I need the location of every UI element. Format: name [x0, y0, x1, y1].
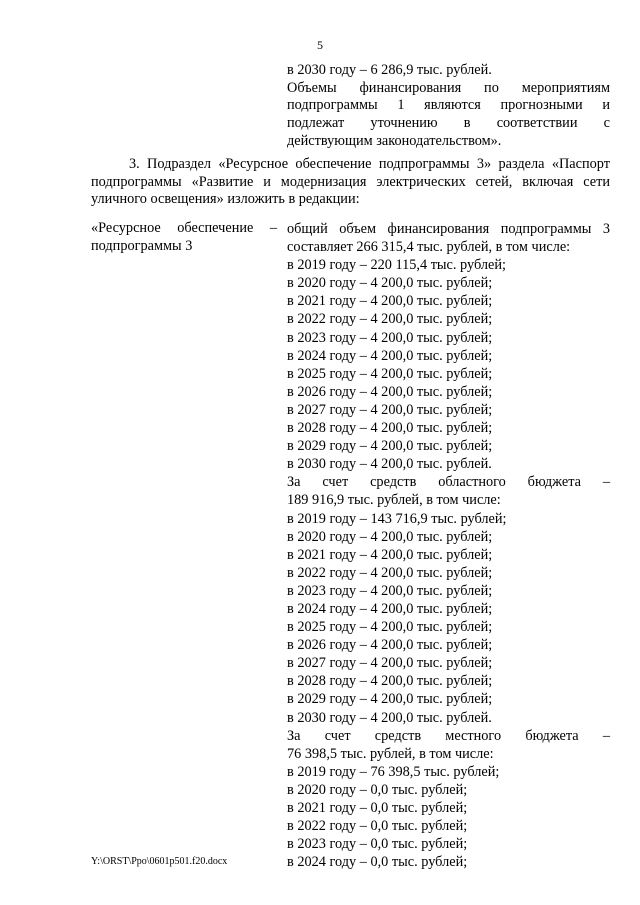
text-line: составляет 266 315,4 тыс. рублей, в том числе: [287, 239, 571, 256]
label-line: «Ресурсное обеспечение – [91, 220, 277, 236]
text-line: в 2019 году – 76 398,5 тыс. рублей; [287, 763, 500, 780]
text-line: в 2027 году – 4 200,0 тыс. рублей; [287, 401, 493, 418]
table-right-content [287, 220, 610, 871]
text-line: в 2024 году – 4 200,0 тыс. рублей; [287, 600, 493, 617]
text-line: в 2027 году – 4 200,0 тыс. рублей; [287, 655, 493, 672]
table-left-label [91, 220, 277, 255]
text-line: в 2026 году – 4 200,0 тыс. рублей; [287, 637, 493, 654]
text-line: в 2028 году – 4 200,0 тыс. рублей; [287, 673, 493, 690]
text-line: в 2026 году – 4 200,0 тыс. рублей; [287, 383, 493, 400]
text-line: в 2021 году – 4 200,0 тыс. рублей; [287, 293, 493, 310]
page-number: 5 [317, 38, 323, 52]
text-line: в 2022 году – 4 200,0 тыс. рублей; [287, 311, 493, 328]
label-line: подпрограммы 3 [91, 237, 193, 254]
text-line: в 2023 году – 4 200,0 тыс. рублей; [287, 329, 493, 346]
text-line: в 2029 году – 4 200,0 тыс. рублей; [287, 691, 493, 708]
text-line: в 2023 году – 4 200,0 тыс. рублей; [287, 582, 493, 599]
amendment-paragraph [91, 156, 610, 209]
text-line: 76 398,5 тыс. рублей, в том числе: [287, 745, 494, 762]
text-line: в 2020 году – 0,0 тыс. рублей; [287, 781, 468, 798]
text-line: в 2029 году – 4 200,0 тыс. рублей; [287, 438, 493, 455]
text-line: в 2025 году – 4 200,0 тыс. рублей; [287, 365, 493, 382]
text-line: 189 916,9 тыс. рублей, в том числе: [287, 492, 501, 509]
text-line: в 2023 году – 0,0 тыс. рублей; [287, 836, 468, 853]
text-line: в 2020 году – 4 200,0 тыс. рублей; [287, 528, 493, 545]
text-line: в 2020 году – 4 200,0 тыс. рублей; [287, 275, 493, 292]
file-path-footer: Y:\ORST\Ppo\0601p501.f20.docx [91, 856, 228, 867]
text-line: в 2022 году – 0,0 тыс. рублей; [287, 818, 468, 835]
text-line: в 2030 году – 6 286,9 тыс. рублей. [287, 62, 492, 78]
text-line: За счет средств областного бюджета – [287, 474, 610, 491]
text-line: в 2021 году – 0,0 тыс. рублей; [287, 800, 468, 816]
text-line: в 2019 году – 220 115,4 тыс. рублей; [287, 257, 506, 274]
text-line: общий объем финансирования подпрограммы 3 [287, 221, 610, 237]
text-line: За счет средств местного бюджета – [287, 727, 610, 744]
text-line: в 2022 году – 4 200,0 тыс. рублей; [287, 564, 493, 581]
text-line: в 2030 году – 4 200,0 тыс. рублей. [287, 709, 492, 726]
text-line: Объемы финансирования по мероприятиям [287, 79, 610, 96]
text-line: в 2030 году – 4 200,0 тыс. рублей. [287, 456, 492, 473]
text-line: подлежат уточнению в соответствии с [287, 115, 610, 132]
text-line: действующим законодательством». [287, 132, 502, 149]
text-line: в 2024 году – 4 200,0 тыс. рублей; [287, 347, 493, 364]
text-line: в 2021 году – 4 200,0 тыс. рублей; [287, 546, 493, 563]
text-line: в 2024 году – 0,0 тыс. рублей; [287, 854, 468, 871]
text-line: подпрограммы 1 являются прогнозными и [287, 97, 610, 114]
text-line: в 2019 году – 143 716,9 тыс. рублей; [287, 510, 507, 527]
text-line: в 2028 году – 4 200,0 тыс. рублей; [287, 420, 493, 437]
text-line: в 2025 году – 4 200,0 тыс. рублей; [287, 619, 493, 636]
top-block [287, 62, 610, 151]
paragraph-text: 3. Подраздел «Ресурсное обеспечение подпрограммы 3» раздела «Паспорт подпрограммы «Развитие и модернизация электрических сетей, включая сети уличного освещения» изложить в редакции: [91, 156, 610, 208]
